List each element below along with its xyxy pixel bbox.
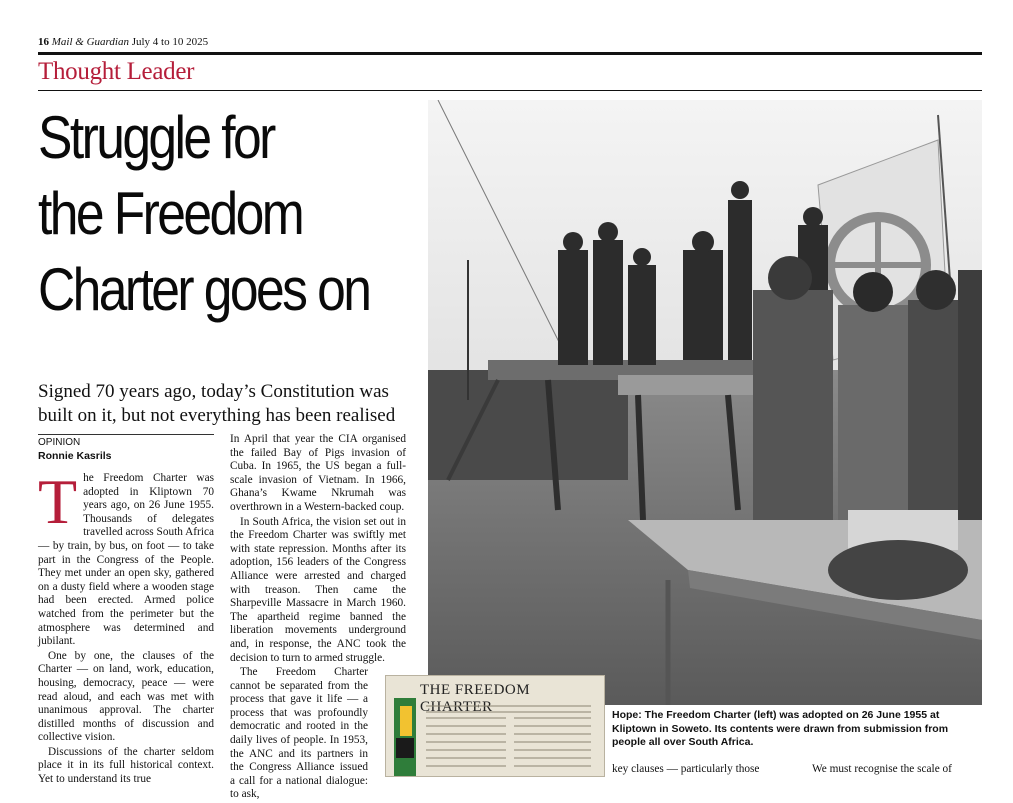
inset-document-title: THE FREEDOM CHARTER <box>420 682 531 715</box>
paragraph <box>38 466 214 649</box>
paragraph: In South Africa, the vision set out in the Freedom Charter was swiftly met with state repression. Months after its adoption, 156 leaders of the Congress Alliance were arrested and charged with treason. Then came the Sharpeville Massacre in March 1960. The apartheid regime banned the liberation movements underground and, in response, the ANC took the decision to turn to armed struggle. <box>230 515 406 664</box>
paragraph: One by one, the clauses of the Charter — on land, work, education, housing, democracy, peace — were read aloud, and each was met with unanimous approval. The charter distilled months of discussion and collective vision. <box>38 649 214 744</box>
folio <box>38 36 208 48</box>
paragraph: In April that year the CIA organised the failed Bay of Pigs invasion of Cuba. In 1965, the US began a full-scale invasion of Vietnam. In 1966, Ghana’s Kwame Nkrumah was overthrown in a Western-backed coup. <box>230 433 406 513</box>
top-rule <box>38 52 982 55</box>
headline-line: the Freedom <box>38 180 303 247</box>
freedom-charter-document-image <box>385 675 605 777</box>
byline-author: Ronnie Kasrils <box>38 450 112 462</box>
standfirst-line: built on it, but not everything has been realised <box>38 405 396 426</box>
headline-line: Struggle for <box>38 104 274 171</box>
section-title: Thought Leader <box>38 58 195 85</box>
standfirst-line: Signed 70 years ago, today’s Constitution was <box>38 381 389 402</box>
drop-cap: T <box>38 466 78 537</box>
standfirst <box>38 380 423 428</box>
article-column-4-fragment: We must recognise the scale of <box>812 763 952 775</box>
headline <box>38 100 373 328</box>
article-column-1 <box>38 466 214 788</box>
charter-decoration <box>386 676 604 776</box>
headline-line: Charter goes on <box>38 256 370 323</box>
page-number: 16 <box>38 36 49 48</box>
issue-date: July 4 to 10 2025 <box>131 36 209 48</box>
newspaper-name: Mail & Guardian <box>51 36 129 48</box>
congress-of-the-people-photo <box>428 100 982 705</box>
paragraph-text: he Freedom Charter was adopted in Kliptown 70 years ago, on 26 June 1955. Thousands of delegates travelled across South Africa — by train, by bus, on foot — to take part in the Congress of the People. They met under an open sky, gathered on a dusty field where a wooden stage had been erected. Armed police watched from the perimeter but the atmosphere was determined and jubilant. <box>38 472 214 648</box>
paragraph: Discussions of the charter seldom place it in its full historical context. Yet to understand its true <box>38 745 214 786</box>
byline-category: OPINION <box>38 437 81 448</box>
paragraph: The Freedom Charter cannot be separated from the process that gave it life — a process that was profoundly democratic and rooted in the daily lives of people. In 1953, the ANC and its partners in the Congress Alliance issued a call for a national dialogue: to ask, <box>230 666 368 801</box>
section-rule <box>38 90 982 91</box>
photo-caption: Hope: The Freedom Charter (left) was adopted on 26 June 1955 at Kliptown in Soweto. Its contents were drawn from submission from people all over South Africa. <box>612 709 949 748</box>
article-column-3-fragment: key clauses — particularly those <box>612 763 760 775</box>
photo-illustration <box>428 100 982 705</box>
article-column-2 <box>230 433 406 803</box>
byline-rule <box>38 434 214 435</box>
